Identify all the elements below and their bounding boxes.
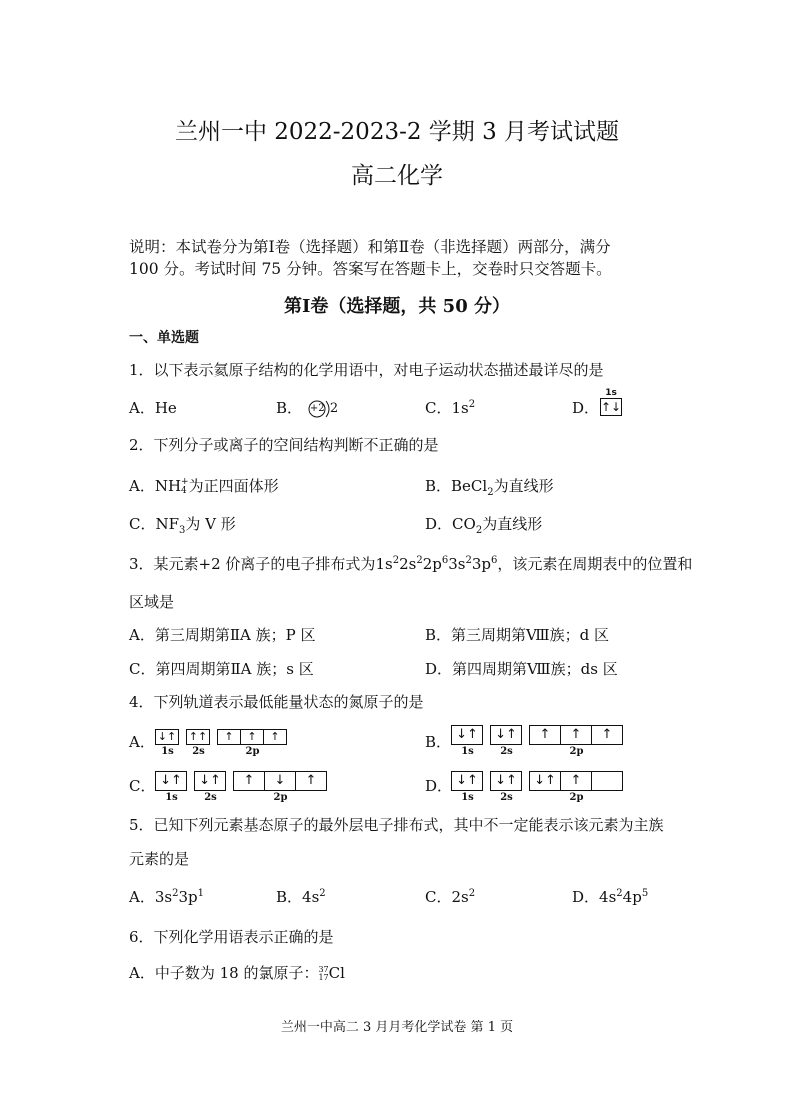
q2-b-text: 为直线形 <box>493 477 554 495</box>
page-footer: 兰州一中高二 3 月月考化学试卷 第 1 页 <box>280 1020 514 1035</box>
orbital-box: ↓↑ <box>194 771 226 791</box>
q3-config: 6 <box>441 555 449 566</box>
q4-option-d: D． <box>425 777 453 795</box>
orbital-label: 2s <box>192 746 205 757</box>
q3-config: 2 <box>416 555 423 566</box>
orbital-label: 2p <box>569 746 584 757</box>
orbital-box: ↓↑ <box>490 771 522 791</box>
orbital-group-1s <box>452 771 483 803</box>
q6-stem: 6．下列化学用语表示正确的是 <box>129 928 334 946</box>
q2-a-sub: 4 <box>181 486 187 496</box>
orbital-box: ↓↑ <box>529 771 561 791</box>
q2-option-d <box>425 513 542 535</box>
q2-option-b <box>425 475 554 497</box>
q2-b-sub: 2 <box>487 487 494 498</box>
q6-atomic-number: 17 <box>318 973 329 982</box>
orbital-label: 2s <box>500 746 513 757</box>
orbital-group-1s <box>156 771 187 803</box>
q3-config: 2p <box>422 555 442 573</box>
q4-stem: 4．下列轨道表示最低能量状态的氮原子的是 <box>129 693 424 711</box>
q4-a-orbital-diagram <box>156 729 295 757</box>
q4-option-b: B． <box>425 733 452 751</box>
q5-option-d <box>572 886 648 908</box>
q2-a-prefix: A．NH <box>129 477 182 495</box>
q5-b-part: B．4s <box>276 888 320 906</box>
q3-stem-line-2: 区域是 <box>129 593 175 611</box>
orbital-label: 1s <box>165 792 178 803</box>
q1-option-b-prefix: B． <box>276 399 303 417</box>
q2-b-prefix: B．BeCl <box>425 477 488 495</box>
q3-config: 3p <box>471 555 491 573</box>
q5-option-a <box>129 886 204 908</box>
q6-mass-number: 37 <box>318 965 329 974</box>
q3-option-d: D．第四周期第Ⅷ族；ds 区 <box>425 660 618 678</box>
q5-a-part: 2 <box>172 888 179 899</box>
q3-config: 2 <box>465 555 472 566</box>
orbital-box: ↓↑ <box>451 725 483 745</box>
q5-d-part: 5 <box>641 888 649 899</box>
orbital-group-2s <box>491 725 522 757</box>
q3-config: 2s <box>399 555 417 573</box>
orbital-group-1s <box>156 729 179 757</box>
q1-shell-electrons: 2 <box>329 401 339 416</box>
q1-stem: 1．以下表示氦原子结构的化学用语中，对电子运动状态描述最详尽的是 <box>129 361 604 379</box>
q5-b-part: 2 <box>319 888 326 899</box>
orbital-box: ↑ <box>217 729 241 745</box>
instructions-line-2: 100 分。考试时间 75 分钟。答案写在答题卡上，交卷时只交答题卡。 <box>129 260 612 278</box>
orbital-box: ↑ <box>560 725 592 745</box>
q3-config: 1s <box>375 555 393 573</box>
q1-d-label: 1s <box>605 388 617 398</box>
q2-stem: 2．下列分子或离子的空间结构判断不正确的是 <box>129 436 439 454</box>
orbital-label: 2p <box>569 792 584 803</box>
q2-a-sup: + <box>181 477 189 487</box>
orbital-box: ↑↑ <box>186 729 210 745</box>
q5-d-part: 2 <box>616 888 623 899</box>
q1-option-a: A．He <box>129 399 177 417</box>
q2-d-prefix: D．CO <box>425 515 476 533</box>
q2-option-c <box>129 513 236 535</box>
q6-element-symbol: Cl <box>328 964 345 982</box>
q1-d-orbital-diagram <box>600 389 622 416</box>
q3-option-c: C．第四周期第ⅡA 族；s 区 <box>129 660 314 678</box>
orbital-label: 1s <box>461 746 474 757</box>
exam-title: 兰州一中 2022-2023-2 学期 3 月考试试题 <box>174 119 620 145</box>
q5-option-b <box>276 886 326 908</box>
q5-d-part: D．4s <box>572 888 617 906</box>
q4-b-orbital-diagram <box>452 725 631 757</box>
orbital-group-2p <box>530 771 623 803</box>
orbital-box: ↑ <box>233 771 265 791</box>
instructions-line-1: 说明：本试卷分为第Ⅰ卷（选择题）和第Ⅱ卷（非选择题）两部分，满分 <box>129 238 611 256</box>
subject-title: 高二化学 <box>351 163 443 189</box>
q2-d-sub: 2 <box>475 525 483 536</box>
orbital-group-2p <box>218 729 287 757</box>
q5-a-part: 1 <box>197 888 204 899</box>
q5-stem: 5．已知下列元素基态原子的最外层电子排布式，其中不一定能表示该元素为主族 <box>129 816 664 834</box>
q1-option-c-sup: 2 <box>468 399 476 410</box>
q5-option-c <box>425 886 475 908</box>
orbital-box: ↑ <box>529 725 561 745</box>
q5-c-part: 2 <box>468 888 476 899</box>
orbital-box: ↓↑ <box>155 771 187 791</box>
q2-a-text: 为正四面体形 <box>188 477 279 495</box>
q5-stem-line-2: 元素的是 <box>129 850 190 868</box>
q2-c-sub: 3 <box>179 525 186 536</box>
orbital-label: 1s <box>161 746 174 757</box>
q4-d-orbital-diagram <box>452 771 631 803</box>
q4-option-c: C． <box>129 777 156 795</box>
orbital-group-2s <box>491 771 522 803</box>
q3-stem-prefix: 3．某元素+2 价离子的电子排布式为 <box>129 555 376 573</box>
q1-option-c-text: C．1s <box>425 399 469 417</box>
q5-a-part: A．3s <box>129 888 173 906</box>
q3-config: 6 <box>491 555 498 566</box>
q6-option-a <box>129 962 345 984</box>
orbital-label: 2p <box>245 746 260 757</box>
part-title: 一、单选题 <box>129 330 199 346</box>
q3-config: 2 <box>392 555 400 566</box>
q4-c-orbital-diagram <box>156 771 335 803</box>
orbital-group-2p <box>234 771 327 803</box>
orbital-box: ↓↑ <box>490 725 522 745</box>
orbital-box: ↑ <box>263 729 287 745</box>
q1-option-d <box>572 397 599 419</box>
q6-a-prefix: A．中子数为 18 的氯原子： <box>129 964 319 982</box>
q3-option-b: B．第三周期第Ⅷ族；d 区 <box>425 626 610 644</box>
q1-d-box: ↑↓ <box>601 400 622 414</box>
q5-d-part: 4p <box>622 888 642 906</box>
q1-option-d-prefix: D． <box>572 399 600 417</box>
orbital-group-2s <box>195 771 226 803</box>
orbital-group-1s <box>452 725 483 757</box>
orbital-group-2p <box>530 725 623 757</box>
q5-c-part: C．2s <box>425 888 469 906</box>
orbital-box: ↓↑ <box>155 729 179 745</box>
q2-option-a <box>129 475 279 497</box>
orbital-label: 2s <box>204 792 217 803</box>
orbital-label: 2s <box>500 792 513 803</box>
orbital-box: ↑ <box>560 771 592 791</box>
orbital-label: 1s <box>461 792 474 803</box>
q2-c-text: 为 V 形 <box>185 515 236 533</box>
section-title: 第Ⅰ卷（选择题，共 50 分） <box>283 296 510 317</box>
q4-option-a: A． <box>129 733 155 751</box>
orbital-label: 2p <box>273 792 288 803</box>
orbital-box: ↓↑ <box>451 771 483 791</box>
q3-config: 3s <box>448 555 466 573</box>
orbital-group-2s <box>187 729 210 757</box>
q2-d-text: 为直线形 <box>482 515 543 533</box>
q3-stem <box>129 553 692 575</box>
orbital-box: ↑ <box>591 725 623 745</box>
q2-c-prefix: C．NF <box>129 515 180 533</box>
orbital-box: ↓ <box>264 771 296 791</box>
orbital-box <box>591 771 623 791</box>
q1-nucleus-charge: +2 <box>309 403 325 414</box>
q1-option-b <box>276 397 341 420</box>
orbital-box: ↑ <box>240 729 264 745</box>
q1-option-c <box>425 397 475 419</box>
q3-stem-suffix: ，该元素在周期表中的位置和 <box>497 555 693 573</box>
q3-option-a: A．第三周期第ⅡA 族；P 区 <box>129 626 316 644</box>
orbital-box: ↑ <box>295 771 327 791</box>
atom-structure-icon <box>307 398 341 420</box>
q5-a-part: 3p <box>178 888 198 906</box>
